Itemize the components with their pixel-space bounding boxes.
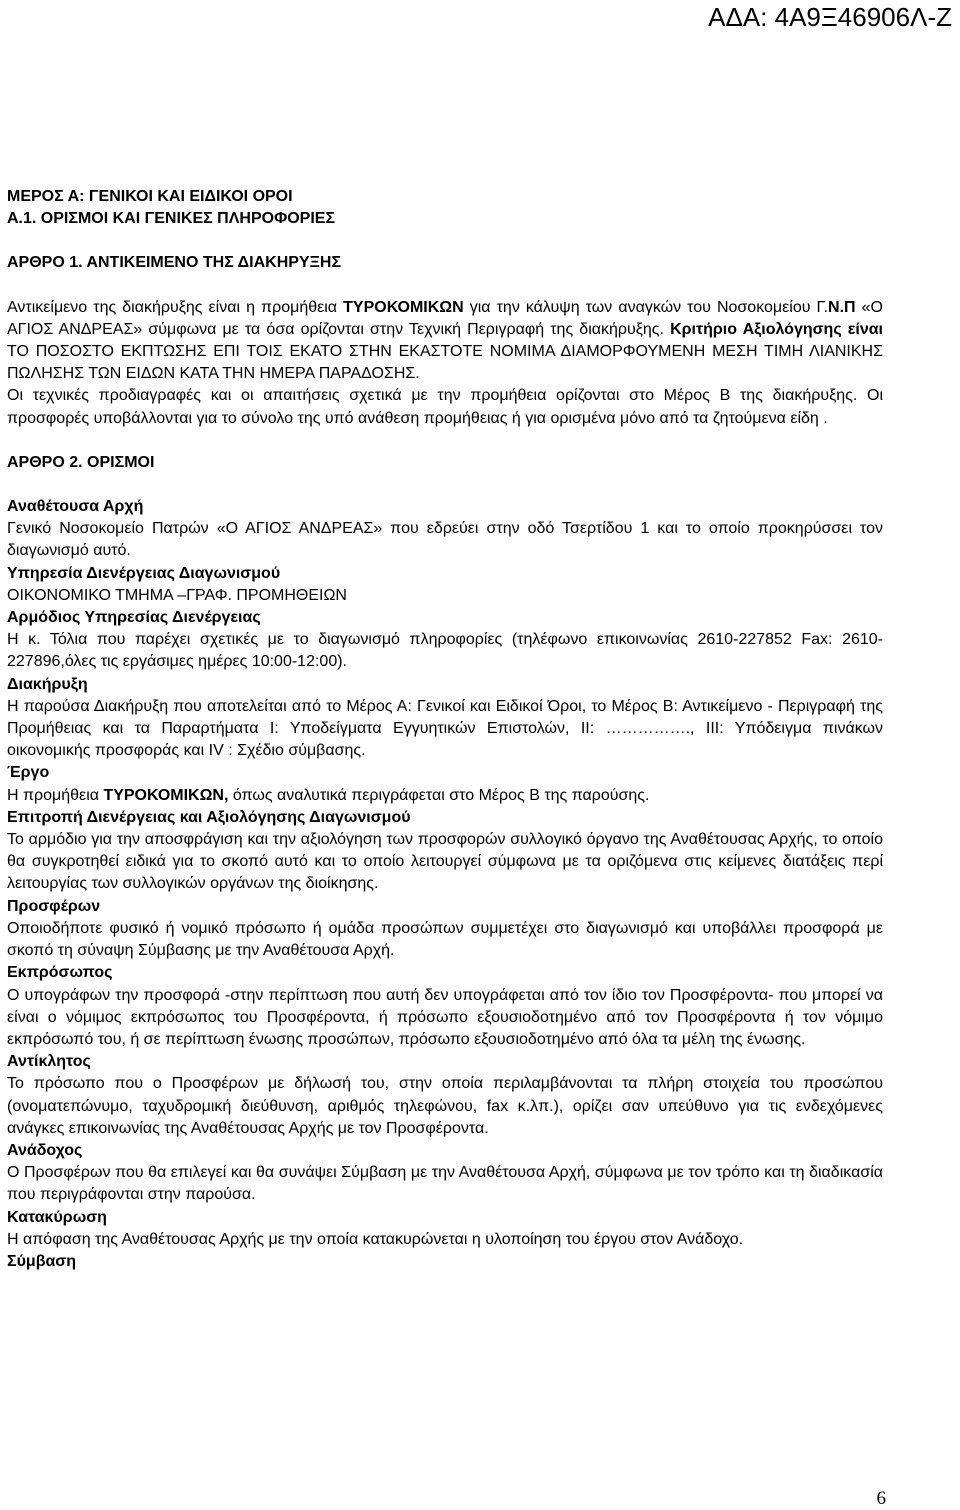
definition-text: Ο υπογράφων την προσφορά -στην περίπτωση που αυτή δεν υπογράφεται από τον ίδιο τον Προσφέροντα- που μπορεί να είναι ο νόμιμος εκπρόσωπος του Προσφέροντα, ή πρόσωπο εξουσιοδοτημένο από τον Προσφέροντα ή τον νόμιμο εκπρόσωπό του, ή σε περίπτωση ένωσης προσώπων, πρόσωπο εξουσιοδοτημένο από όλα τα μέλη της ένωσης. xyxy=(7,986,883,1048)
definition-term: Επιτροπή Διενέργειας και Αξιολόγησης Διαγωνισμού xyxy=(7,808,411,826)
definition-term: Προσφέρων xyxy=(7,897,101,915)
definition-term: Σύμβαση xyxy=(7,1252,77,1270)
part-subtitle: Α.1. ΟΡΙΣΜΟΙ ΚΑΙ ΓΕΝΙΚΕΣ ΠΛΗΡΟΦΟΡΙΕΣ xyxy=(7,210,336,228)
ada-header: ΑΔΑ: 4Α9Ξ46906Λ-Ζ xyxy=(708,2,952,32)
definition-text: Η κ. Τόλια που παρέχει σχετικές με το διαγωνισμό πληροφορίες (τηλέφωνο επικοινωνίας 2610-227852 Fax: 2610-227896,όλες τις εργάσιμες ημέρες 10:00-12:00). xyxy=(7,631,883,671)
definition-term: Αναθέτουσα Αρχή xyxy=(7,498,144,516)
definition-term: Αρμόδιος Υπηρεσίας Διενέργειας xyxy=(7,609,261,627)
article2-title: ΑΡΘΡΟ 2. ΟΡΙΣΜΟΙ xyxy=(7,453,155,471)
definition-term: Εκπρόσωπος xyxy=(7,964,113,982)
definition-term: Κατακύρωση xyxy=(7,1208,107,1226)
definition-text: Γενικό Νοσοκομείο Πατρών «Ο ΑΓΙΟΣ ΑΝΔΡΕΑΣ» που εδρεύει στην οδό Τσερτίδου 1 και το οποίο προκηρύσσει τον διαγωνισμό αυτό. xyxy=(7,520,883,560)
page-number: 6 xyxy=(876,1488,886,1509)
definition-text: ΟΙΚΟΝΟΜΙΚΟ ΤΜΗΜΑ –ΓΡΑΦ. ΠΡΟΜΗΘΕΙΩΝ xyxy=(7,586,347,604)
part-title: ΜΕΡΟΣ Α: ΓΕΝΙΚΟΙ ΚΑΙ ΕΙΔΙΚΟΙ ΟΡΟΙ xyxy=(7,188,293,205)
article1-title: ΑΡΘΡΟ 1. ΑΝΤΙΚΕΙΜΕΝΟ ΤΗΣ ΔΙΑΚΗΡΥΞΗΣ xyxy=(7,254,342,272)
definition-text: Οποιοδήποτε φυσικό ή νομικό πρόσωπο ή ομάδα προσώπων συμμετέχει στο διαγωνισμό και υποβάλλει προσφορά με σκοπό τη σύναψη Σύμβασης με την Αναθέτουσα Αρχή. xyxy=(7,919,883,960)
article1-paragraph2: Οι τεχνικές προδιαγραφές και οι απαιτήσεις σχετικά με την προμήθεια ορίζονται στο Μέρος Β της διακήρυξης. Οι προσφορές υποβάλλονται για το σύνολο της υπό ανάθεση προμήθειας ή για ορισμένα μόνο από τα ζητούμενα είδη . xyxy=(7,387,883,427)
definition-text: Η προμήθεια ΤΥΡΟΚΟΜΙΚΩΝ, όπως αναλυτικά περιγράφεται στο Μέρος Β της παρούσης. xyxy=(7,786,650,804)
definition-term: Υπηρεσία Διενέργειας Διαγωνισμού xyxy=(7,564,281,582)
article1-paragraph1: Αντικείμενο της διακήρυξης είναι η προμήθεια ΤΥΡΟΚΟΜΙΚΩΝ για την κάλυψη των αναγκών του Νοσοκομείου Γ.Ν.Π «Ο ΑΓΙΟΣ ΑΝΔΡΕΑΣ» σύμφωνα με τα όσα ορίζονται στην Τεχνική Περιγραφή της διακήρυξης. Κριτήριο Αξιολόγησης είναι ΤΟ ΠΟΣΟΣΤΟ ΕΚΠΤΩΣΗΣ ΕΠΙ ΤΟΙΣ ΕΚΑΤΟ ΣΤΗΝ ΕΚΑΣΤΟΤΕ ΝΟΜΙΜΑ ΔΙΑΜΟΡΦΟΥΜΕΝΗ ΜΕΣΗ ΤΙΜΗ ΛΙΑΝΙΚΗΣ ΠΩΛΗΣΗΣ ΤΩΝ ΕΙΔΩΝ ΚΑΤΑ ΤΗΝ ΗΜΕΡΑ ΠΑΡΑΔΟΣΗΣ. xyxy=(7,298,883,383)
definition-text: Η παρούσα Διακήρυξη που αποτελείται από το Μέρος Α: Γενικοί και Ειδικοί Όροι, το Μέρος Β: Αντικείμενο - Περιγραφή της Προμήθειας και τα Παραρτήματα Ι: Υποδείγματα Εγγυητικών Επιστολών, ΙΙ: ……………., ΙΙΙ: Υπόδειγμα πινάκων οικονομικής προσφοράς και IV : Σχέδιο σύμβασης. xyxy=(7,697,883,760)
definition-text: Το πρόσωπο που ο Προσφέρων με δήλωσή του, στην οποία περιλαμβάνονται τα πλήρη στοιχεία του προσώπου (ονοματεπώνυμο, ταχυδρομική διεύθυνση, αριθμός τηλεφώνου, fax κ.λπ.), ορίζει σαν υπεύθυνο για τις ενδεχόμενες ανάγκες επικοινωνίας της Αναθέτουσας Αρχής με τον Προσφέροντα. xyxy=(7,1075,883,1137)
definition-text: Το αρμόδιο για την αποσφράγιση και την αξιολόγηση των προσφορών συλλογικό όργανο της Αναθέτουσας Αρχής, το οποίο θα συγκροτηθεί ειδικά για το σκοπό αυτό και το οποίο λειτουργεί σύμφωνα με τα οριζόμενα στις κείμενες διατάξεις περί λειτουργίας των συλλογικών οργάνων της διοίκησης. xyxy=(7,831,883,893)
definition-text: Η απόφαση της Αναθέτουσας Αρχής με την οποία κατακυρώνεται η υλοποίηση του έργου στον Ανάδοχο. xyxy=(7,1230,744,1248)
document-body xyxy=(7,186,883,1273)
definition-term: Ανάδοχος xyxy=(7,1141,83,1159)
definition-term: Αντίκλητος xyxy=(7,1053,91,1071)
definition-text: Ο Προσφέρων που θα επιλεγεί και θα συνάψει Σύμβαση με την Αναθέτουσα Αρχή, σύμφωνα με τον τρόπο και τη διαδικασία που περιγράφονται στην παρούσα. xyxy=(7,1164,883,1204)
definition-term: Διακήρυξη xyxy=(7,675,88,693)
definition-term: Έργο xyxy=(7,764,50,782)
